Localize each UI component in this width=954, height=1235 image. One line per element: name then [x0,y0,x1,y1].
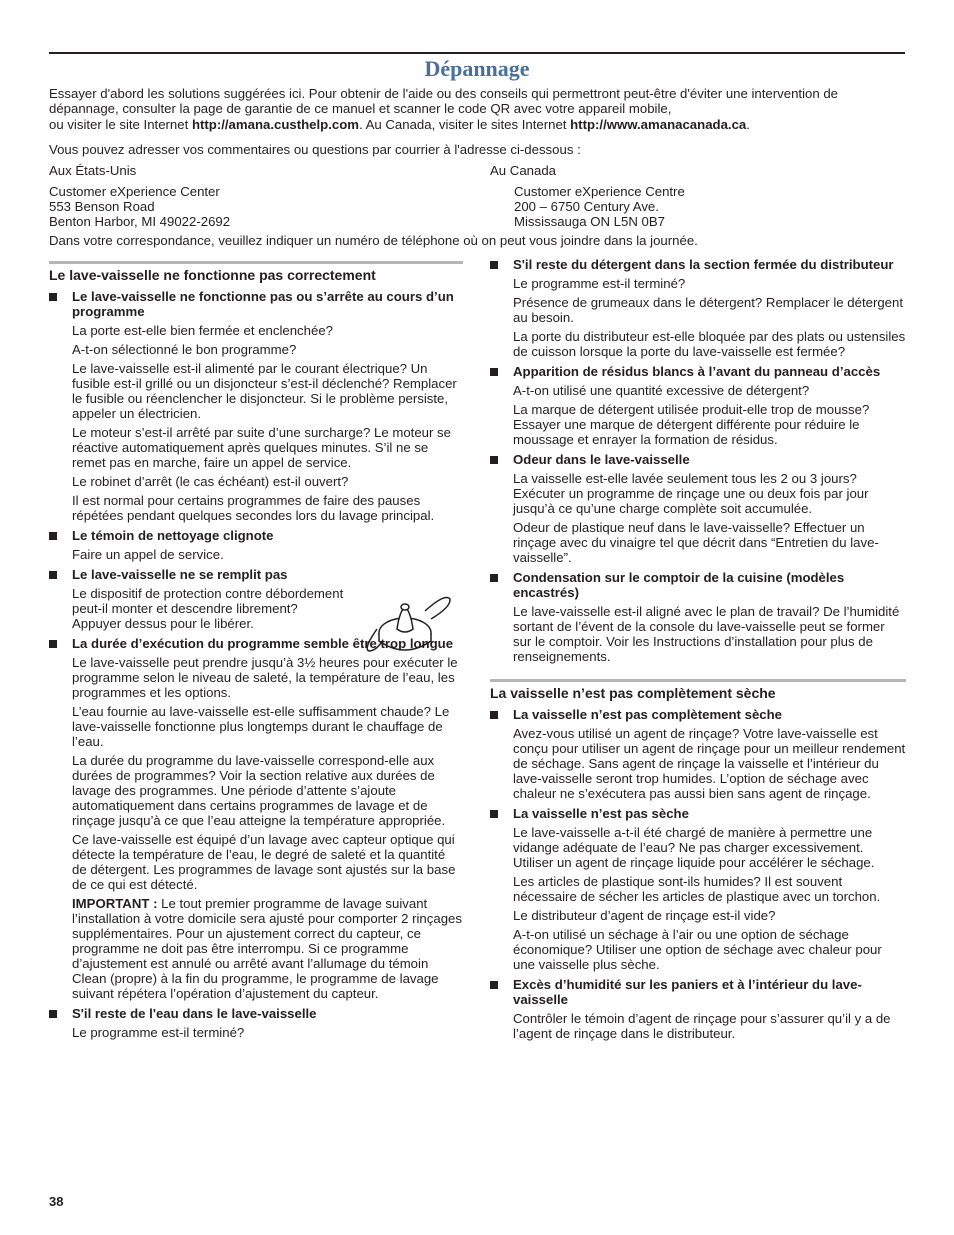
item-title-text: Excès d’humidité sur les paniers et à l’intérieur du lave-vaisselle [513,977,862,1007]
right-column [490,257,906,1046]
address-ca-label-wrap [490,163,556,178]
bullet-icon [490,456,498,464]
left-column [49,261,463,1045]
troubleshoot-item [490,806,906,972]
address-ca-line1: Customer eXperience Centre [514,184,685,199]
item-paragraph: Faire un appel de service. [72,547,224,562]
item-paragraph: Le programme est-il terminé? [72,1025,245,1040]
item-title [49,636,463,651]
item-title-text: Le lave-vaisselle ne fonctionne pas ou s’arrête au cours d’un programme [72,289,454,319]
troubleshoot-item [49,567,463,631]
item-paragraph: A-t-on utilisé un séchage à l’air ou une option de séchage économique? Utiliser une option de séchage avec chaleur pour une vaisselle plus sèche. [513,927,882,972]
item-title-text: La vaisselle n’est pas complètement sèche [513,707,783,722]
bullet-icon [490,981,498,989]
bullet-icon [490,810,498,818]
item-title [490,452,906,467]
item-paragraph: L’eau fournie au lave-vaisselle est-elle suffisamment chaude? Le lave-vaisselle fonctionne plus longtemps durant le chauffage de l’eau. [72,704,450,749]
bullet-icon [49,293,57,301]
intro-line2 [49,117,909,132]
top-rule [49,52,905,54]
item-title [49,528,463,543]
item-paragraph: La porte est-elle bien fermée et enclenchée? [72,323,333,338]
bullet-icon [490,368,498,376]
item-title [490,364,906,379]
item-paragraph: Le lave-vaisselle est-il aligné avec le plan de travail? De l’humidité sortant de l’évent de la console du lave-vaisselle peut se former sur le comptoir. Voir les Instructions d’installation pour plus de renseignements. [513,604,900,664]
item-body [490,726,906,801]
important-paragraph [72,896,463,1001]
item-title-text: Apparition de résidus blancs à l’avant du panneau d’accès [513,364,881,379]
bullet-icon [49,1010,57,1018]
item-paragraph: Le lave-vaisselle est-il alimenté par le courant électrique? Un fusible est-il grillé ou un disjoncteur s’est-il déclenché? Remplacer le fusible ou réenclencher le disjoncteur. Si le problème persiste, appeler un électricien. [72,361,457,421]
item-paragraph: Ce lave-vaisselle est équipé d’un lavage avec capteur optique qui détecte la température de l’eau, le degré de saleté et la quantité de détergent. Les programmes de lavage sont ajustés sur la base de ce qui est détecté. [72,832,456,892]
item-title-text: La durée d’exécution du programme semble être trop longue [72,636,454,651]
item-paragraph: Le lave-vaisselle a-t-il été chargé de manière à permettre une vidange adéquate de l’eau? Ne pas charger excessivement. Utiliser un agent de rinçage liquide pour accélérer le séchage. [513,825,875,870]
bullet-icon [49,571,57,579]
intro-text [49,86,909,132]
item-paragraph: A-t-on sélectionné le bon programme? [72,342,297,357]
troubleshoot-item [490,570,906,664]
item-body [49,323,463,523]
item-paragraph: Odeur de plastique neuf dans le lave-vaisselle? Effectuer un rinçage avec du vinaigre tel que décrit dans “Entretien du lave-vaisselle”. [513,520,879,565]
item-body [490,383,906,447]
custhelp-link[interactable]: http://amana.custhelp.com [191,116,360,132]
important-text: Le tout premier programme de lavage suivant l’installation à votre domicile sera ajusté pour comporter 2 rinçages supplémentaires. Pour un ajustement correct du capteur, ce programme ne doit pas être interrompu. Si ce programme d’ajustement est annulé ou arrêté avant l’allumage du témoin Clean (propre) à la fin du programme, le programme de lavage suivant répétera l’opération d’ajustement du capteur. [72,896,462,1001]
intro-line2-a: ou visiter le site Internet [49,116,192,132]
item-title [490,806,906,821]
item-body [490,604,906,664]
troubleshoot-item [49,528,463,562]
item-body [490,471,906,565]
address-ca [514,184,685,229]
item-paragraph: Le moteur s’est-il arrêté par suite d’une surcharge? Le moteur se réactive automatiquement après quelques minutes. S’il ne se remet pas en marche, faire un appel de service. [72,425,451,470]
item-paragraph: Le lave-vaisselle peut prendre jusqu’à 3½ heures pour exécuter le programme selon le niveau de saleté, la température de l’eau, les programmes et les options. [72,655,458,700]
item-title [49,1006,463,1021]
address-ca-label: Au Canada [490,163,556,178]
item-title-text: Le lave-vaisselle ne se remplit pas [72,567,288,582]
address-us-line3: Benton Harbor, MI 49022-2692 [49,214,231,229]
bullet-icon [49,640,57,648]
item-title-text: Odeur dans le lave-vaisselle [513,452,690,467]
bullet-icon [490,711,498,719]
address-ca-line2: 200 – 6750 Century Ave. [514,199,659,214]
item-body [49,655,463,1001]
troubleshoot-item [490,257,906,359]
item-paragraph: Le programme est-il terminé? [513,276,686,291]
item-body [490,276,906,359]
item-paragraph: La marque de détergent utilisée produit-elle trop de mousse? Essayer une marque de détergent différente pour réduire le moussage et enrayer la formation de résidus. [513,402,870,447]
item-title [490,707,906,722]
address-us-label: Aux États-Unis [49,163,137,178]
item-title [490,257,906,272]
troubleshoot-item [490,452,906,565]
item-body [490,825,906,972]
intro-line1: Essayer d'abord les solutions suggérées ici. Pour obtenir de l'aide ou des conseils qui permettront peut-être d'éviter une intervention de dépannage, consulter la page de garantie de ce manuel et scanner le code QR avec votre appareil mobile, [49,86,839,117]
troubleshoot-item [49,289,463,523]
address-us-line1: Customer eXperience Center [49,184,220,199]
intro-line2-b: . Au Canada, visiter le sites Internet [359,116,571,132]
troubleshoot-item [49,636,463,1001]
closing-text: Dans votre correspondance, veuillez indiquer un numéro de téléphone où on peut vous joindre dans la journée. [49,233,698,248]
item-paragraph: La durée du programme du lave-vaisselle correspond-elle aux durées de programmes? Voir la section relative aux durées de lavage des programmes. Une période d’attente s’ajoute automatiquement dans certains programmes de lavage et de rinçage jusqu’à ce que l’eau atteigne la température appropriée. [72,753,446,828]
item-paragraph: Présence de grumeaux dans le détergent? Remplacer le détergent au besoin. [513,295,904,325]
item-paragraph: Le dispositif de protection contre débordement peut-il monter et descendre librement? Appuyer dessus pour le libérer. [72,586,344,631]
item-paragraph: La porte du distributeur est-elle bloquée par des plats ou ustensiles de cuisson lorsque la porte du lave-vaisselle est fermée? [513,329,906,359]
item-title-text: Le témoin de nettoyage clignote [72,528,274,543]
item-paragraph: Avez-vous utilisé un agent de rinçage? Votre lave-vaisselle est conçu pour utiliser un agent de rinçage pour un meilleur rendement de séchage. Sans agent de rinçage la vaisselle et l’intérieur du lave-vaisselle seront trop humides. L’option de séchage avec chaleur ne s’exécutera pas aussi bien sans agent de rinçage. [513,726,906,801]
item-paragraph: Le distributeur d’agent de rinçage est-il vide? [513,908,776,923]
bullet-icon [49,532,57,540]
item-title [49,289,463,319]
item-paragraph: La vaisselle est-elle lavée seulement tous les 2 ou 3 jours? Exécuter un programme de rinçage une ou deux fois par jour jusqu’à ce qu’une charge complète soit accumulée. [513,471,869,516]
address-us [49,163,230,229]
address-us-line2: 553 Benson Road [49,199,155,214]
item-title [49,567,463,582]
page-title: Dépannage [424,56,530,81]
item-title-text: S'il reste du détergent dans la section fermée du distributeur [513,257,894,272]
item-title [490,570,906,600]
troubleshoot-item [490,364,906,447]
amanacanada-link[interactable]: http://www.amanacanada.ca [570,116,747,132]
mail-text: Vous pouvez adresser vos commentaires ou questions par courrier à l'adresse ci-dessous : [49,142,581,157]
item-paragraph: Le robinet d’arrêt (le cas échéant) est-il ouvert? [72,474,349,489]
item-body [49,1025,463,1040]
section-heading: Le lave-vaisselle ne fonctionne pas correctement [49,261,463,283]
important-label: IMPORTANT : [72,896,158,911]
bullet-icon [490,261,498,269]
troubleshoot-item [490,977,906,1041]
item-paragraph: Les articles de plastique sont-ils humides? Il est souvent nécessaire de sécher les articles de plastique avec un torchon. [513,874,881,904]
page-number: 38 [49,1194,64,1209]
intro-line2-c: . [746,116,750,132]
address-ca-line3: Mississauga ON L5N 0B7 [514,214,665,229]
item-body [49,547,463,562]
item-paragraph: Il est normal pour certains programmes de faire des pauses répétées pendant quelques secondes lors du lavage principal. [72,493,435,523]
item-paragraph: Contrôler le témoin d’agent de rinçage pour s’assurer qu’il y a de l’agent de rinçage dans le distributeur. [513,1011,891,1041]
item-title-text: S'il reste de l'eau dans le lave-vaisselle [72,1006,317,1021]
item-title-text: La vaisselle n’est pas sèche [513,806,689,821]
bullet-icon [490,574,498,582]
section-heading: La vaisselle n’est pas complètement sèche [490,679,906,701]
item-title [490,977,906,1007]
item-paragraph: A-t-on utilisé une quantité excessive de détergent? [513,383,810,398]
item-title-text: Condensation sur le comptoir de la cuisine (modèles encastrés) [513,570,845,600]
troubleshoot-item [490,707,906,801]
item-body [490,1011,906,1041]
troubleshoot-item [49,1006,463,1040]
